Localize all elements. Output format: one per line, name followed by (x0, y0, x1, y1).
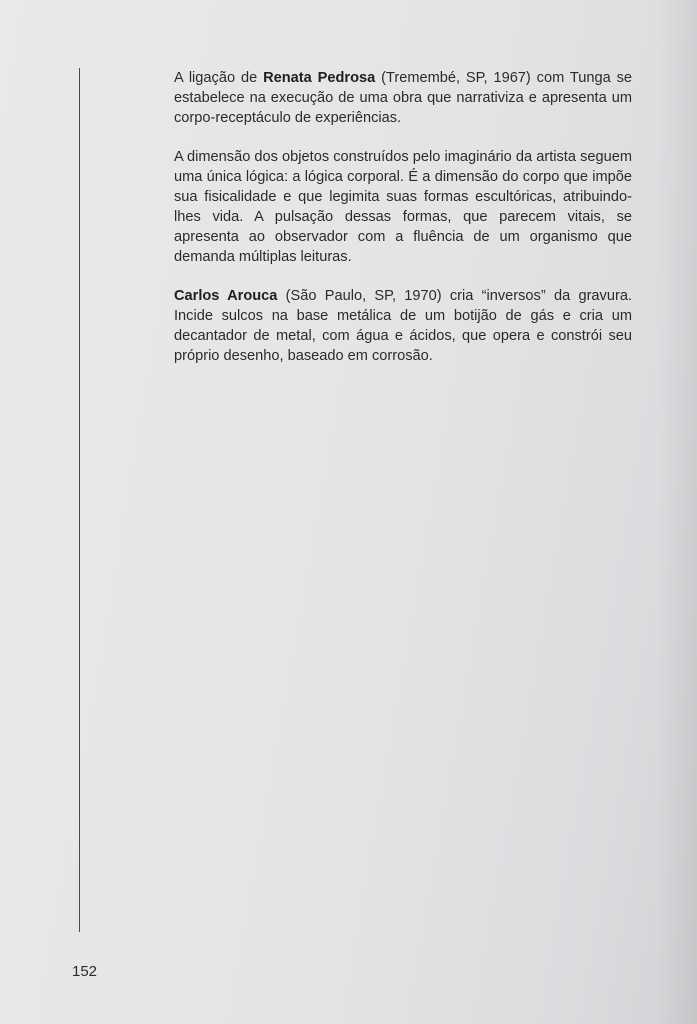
body-text-column (174, 68, 632, 385)
artist-name-renata-pedrosa: Renata Pedrosa (263, 70, 376, 86)
artist-name-carlos-arouca: Carlos Arouca (174, 288, 278, 304)
paragraph-renata-pedrosa (174, 68, 632, 128)
margin-vertical-rule (79, 68, 80, 932)
paragraph-text-after: (São Paulo, SP, 1970) cria “inversos” da gravura. Incide sulcos na base metálica de um botijão de gás e cria um decantador de metal, com água e ácidos, que opera e constrói seu próprio desenho, baseado em corrosão. (174, 288, 632, 364)
paragraph-carlos-arouca (174, 286, 632, 366)
page-number: 152 (72, 963, 98, 980)
paragraph-text-before: A dimensão dos objetos construídos pelo imaginário da artista seguem uma única lógica: a lógica corporal. É a dimensão do corpo que impõe sua fisicalidade e que legimita suas formas escultóricas, atribuindo-lhes vida. A pulsação dessas formas, que parecem vitais, se apresenta ao observador com a fluência de um organismo que demanda múltiplas leituras. (174, 149, 632, 265)
page-edge-shadow (657, 0, 697, 1024)
paragraph-dimensao-objetos (174, 147, 632, 267)
paragraph-text-before: A ligação de (174, 70, 264, 86)
paragraph-text-after: (Tremembé, SP, 1967) com Tunga se estabelece na execução de uma obra que narrativiza e apresenta um corpo-receptáculo de experiências. (174, 70, 633, 126)
